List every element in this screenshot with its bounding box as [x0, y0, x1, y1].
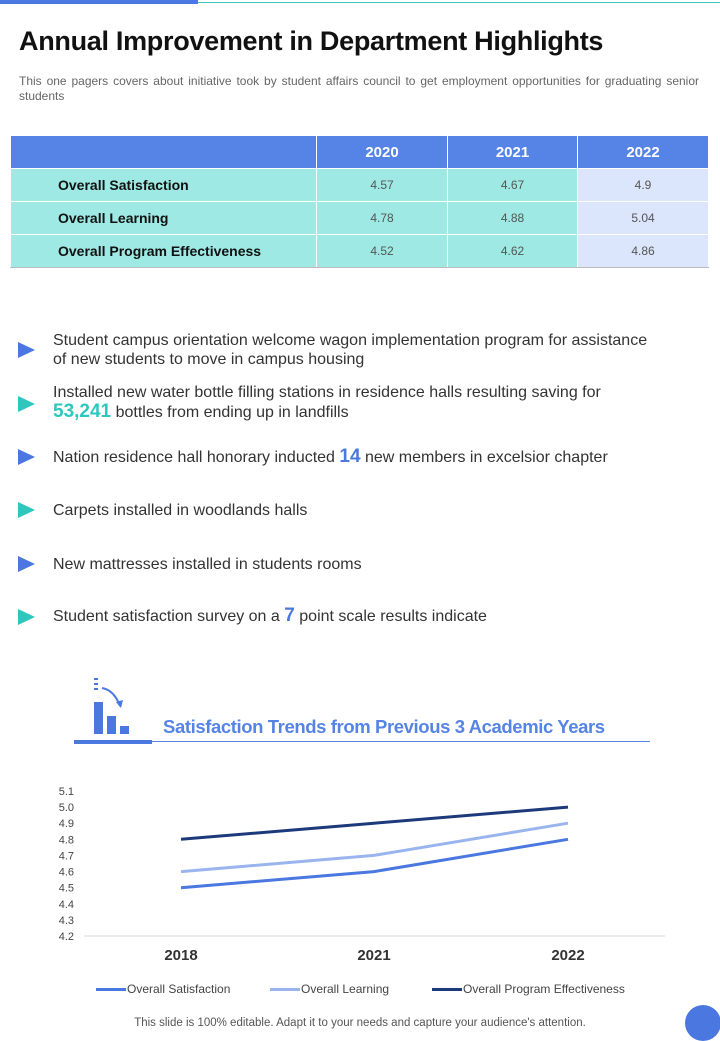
- footer-note: This slide is 100% editable. Adapt it to your needs and capture your audience's attention.: [134, 1017, 586, 1029]
- y-tick-label: 4.7: [58, 850, 74, 863]
- corner-decoration: [685, 1005, 720, 1041]
- table-cell: 4.67: [448, 169, 578, 202]
- legend-item: Overall Learning: [270, 982, 389, 996]
- series-line-overall-program-effectiveness: [181, 807, 568, 839]
- table-header-row: [11, 136, 709, 169]
- triangle-bullet-icon: [18, 556, 35, 572]
- highlight-text: Student campus orientation welcome wagon implementation program for assistance of new students to move in campus housing: [53, 332, 648, 368]
- highlight-text: Student satisfaction survey on a 7 point scale results indicate: [53, 605, 487, 626]
- highlight-text: Nation residence hall honorary inducted 14 new members in excelsior chapter: [53, 446, 608, 467]
- row-label: Overall Satisfaction: [11, 169, 317, 202]
- y-tick-label: 4.2: [58, 931, 74, 943]
- top-accent-bar: [0, 0, 198, 4]
- y-tick-label: 4.6: [58, 866, 74, 879]
- table-row: [11, 169, 709, 202]
- highlight-number: 7: [284, 605, 295, 626]
- table-cell: 5.04: [578, 202, 709, 235]
- highlight-text: Carpets installed in woodlands halls: [53, 502, 308, 519]
- x-tick-label: 2021: [357, 947, 391, 964]
- series-line-overall-satisfaction: [181, 839, 568, 887]
- table-cell: 4.9: [578, 169, 709, 202]
- table-cell: 4.52: [317, 235, 448, 268]
- table-row: [11, 235, 709, 268]
- satisfaction-line-chart: [0, 780, 720, 975]
- y-tick-label: 4.3: [58, 914, 74, 927]
- table-header-2021: 2021: [448, 136, 578, 169]
- y-tick-label: 4.5: [58, 882, 74, 895]
- legend-swatch: [432, 988, 462, 991]
- table-header-2022: 2022: [578, 136, 709, 169]
- row-label: Overall Program Effectiveness: [11, 235, 317, 268]
- table-cell: 4.57: [317, 169, 448, 202]
- triangle-bullet-icon: [18, 396, 35, 412]
- table-cell: 4.88: [448, 202, 578, 235]
- highlight-number: 14: [339, 446, 361, 467]
- chart-title: Satisfaction Trends from Previous 3 Academic Years: [163, 716, 605, 737]
- legend-item: Overall Program Effectiveness: [432, 982, 625, 996]
- legend-item: Overall Satisfaction: [96, 982, 230, 996]
- x-tick-label: 2018: [164, 947, 198, 964]
- y-tick-label: 5.1: [58, 786, 74, 798]
- row-label: Overall Learning: [11, 202, 317, 235]
- table-cell: 4.78: [317, 202, 448, 235]
- triangle-bullet-icon: [18, 449, 35, 465]
- y-tick-label: 5.0: [58, 802, 74, 815]
- legend-swatch: [270, 988, 300, 991]
- table-row: [11, 202, 709, 235]
- section-rule-accent: [74, 740, 152, 744]
- page-subtitle: This one pagers covers about initiative took by student affairs council to get employment opportunities for graduating senior students: [19, 74, 699, 103]
- bar-chart-icon: [88, 676, 134, 738]
- highlight-text: Installed new water bottle filling stations in residence halls resulting saving for 53,241 bottles from ending up in landfills: [53, 384, 601, 422]
- legend-swatch: [96, 988, 126, 991]
- highlight-text: New mattresses installed in students rooms: [53, 556, 362, 573]
- triangle-bullet-icon: [18, 502, 35, 518]
- y-tick-label: 4.4: [58, 898, 74, 911]
- table-header-blank: [11, 136, 317, 169]
- top-accent-line: [198, 2, 720, 3]
- series-line-overall-learning: [181, 823, 568, 871]
- page-title: Annual Improvement in Department Highlights: [19, 26, 604, 56]
- triangle-bullet-icon: [18, 342, 35, 358]
- y-tick-label: 4.8: [58, 834, 74, 847]
- y-tick-label: 4.9: [58, 818, 74, 831]
- section-rule: [152, 741, 650, 742]
- highlight-number: 53,241: [53, 401, 112, 422]
- x-tick-label: 2022: [551, 947, 585, 964]
- table-cell: 4.86: [578, 235, 709, 268]
- table-cell: 4.62: [448, 235, 578, 268]
- triangle-bullet-icon: [18, 609, 35, 625]
- table-header-2020: 2020: [317, 136, 448, 169]
- ratings-table: [10, 135, 709, 268]
